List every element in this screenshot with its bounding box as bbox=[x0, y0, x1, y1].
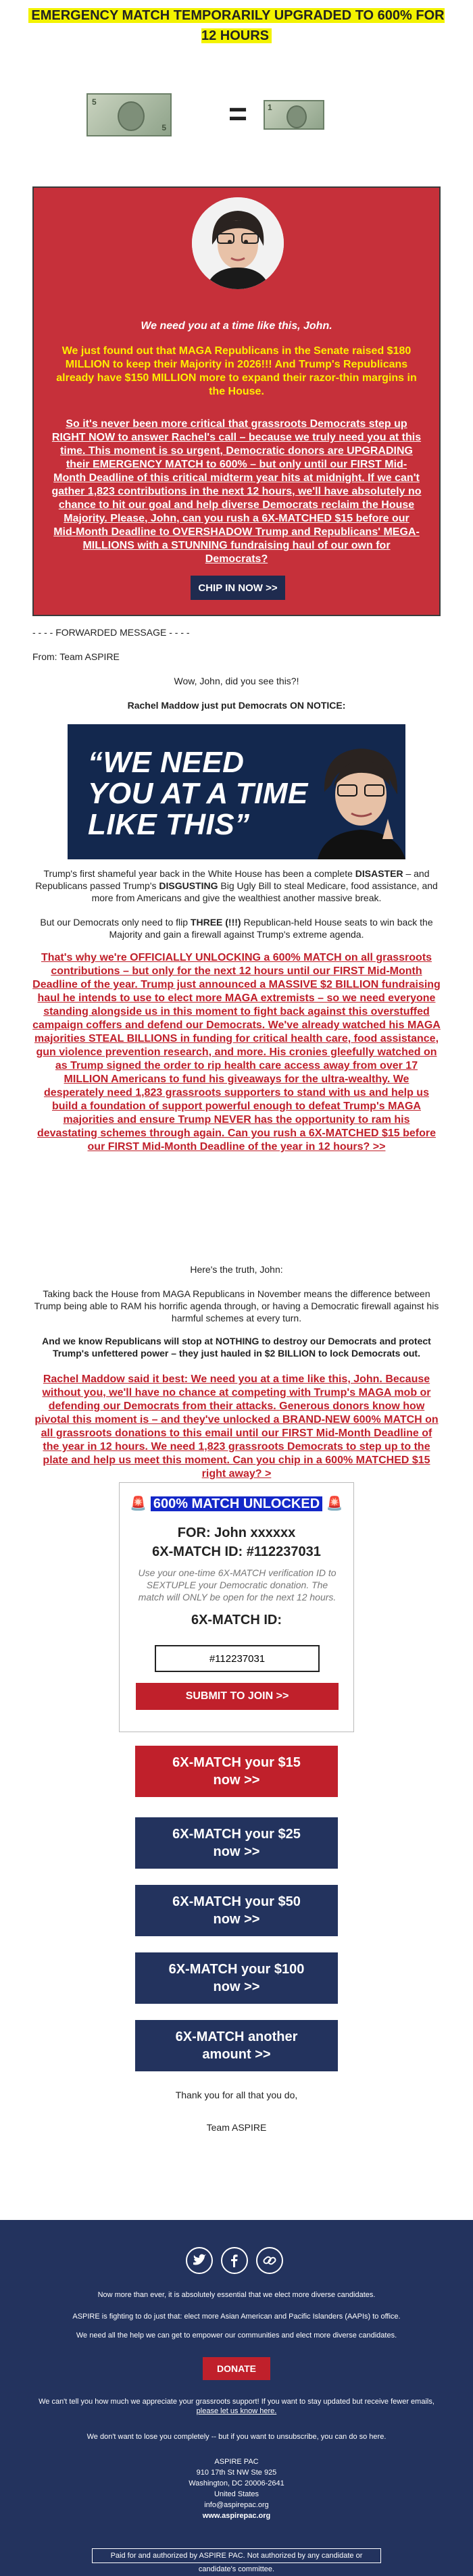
siren-icon: 🚨 bbox=[130, 1496, 147, 1511]
unsubscribe-line[interactable]: We don't want to lose you completely -- but if you want to unsubscribe, you can do so here. bbox=[86, 2433, 387, 2441]
equals-sign: = bbox=[228, 97, 248, 132]
submit-join-button[interactable]: SUBMIT TO JOIN >> bbox=[136, 1683, 339, 1710]
signoff: Team ASPIRE bbox=[206, 2122, 267, 2133]
wow-line: Wow, John, did you see this?! bbox=[174, 676, 299, 686]
rachel-said-link[interactable]: Rachel Maddow said it best: We need you at a time like this, John. Because without you, we'll have no chance at competing with Trump's MAGA mob or defending our Democrats from their attacks. Generous donors know how pivotal this moment is – and they've unlocked a BRAND-NEW 600% MATCH on all grassroots donations to this email until our FIRST Mid-Month Deadline of the year in 12 hours. We need 1,823 grassroots Democrats to step up to the plate and help us meet this moment. Can you chip in a 600% MATCHED $15 right away? > bbox=[34, 1373, 439, 1480]
match-15-button[interactable]: 6X-MATCH your $15 now >> bbox=[135, 1746, 338, 1797]
match-hint: Use your one-time 6X-MATCH verification ID to SEXTUPLE your Democratic donation. The match will ONLY be open for the next 12 hours. bbox=[138, 1567, 337, 1602]
maddow-banner-photo bbox=[318, 738, 405, 859]
match-100-button[interactable]: 6X-MATCH your $100 now >> bbox=[135, 1952, 338, 2004]
donate-button[interactable]: DONATE bbox=[203, 2357, 270, 2380]
link-icon[interactable] bbox=[256, 2247, 283, 2274]
flip-seats-paragraph: But our Democrats only need to flip THREE (!!!) Republican-held House seats to win back the Majority and gain a firewall against Trump's extreme agenda. bbox=[40, 917, 433, 940]
footer-line-1: Now more than ever, it is absolutely essential that we elect more diverse candidates. bbox=[97, 2291, 376, 2299]
match-unlock-link[interactable]: That's why we're OFFICIALLY UNLOCKING a 600% MATCH on all grassroots contributions – but only for the next 12 hours until our FIRST Mid-Month Deadline of the year. Trump just announced a MASSIVE $2 BILLION fundraising haul he intends to use to elect more MAGA extremists – so we need everyone standing alongside us in this moment to fight back against this overstuffed campaign coffers and defend our Democrats. We've already watched his MAGA majorities STEAL BILLIONS in funding for critical health care, food assistance, gun violence prevention research, and more. His cronies gleefully watched on as Trump signed the order to rip health care access away from over 17 MILLION Americans to fund his giveaways for the ultra-wealthy. We desperately need 1,823 grassroots supporters to stand with us and help us build a foundation of support powerful enough to defeat Trump's MAGA majorities and ensure Trump NEVER has the opportunity to ram his devastating schemes through again. Can you rush a 6X-MATCHED $15 before our FIRST Mid-Month Deadline of the year in 12 hours? >> bbox=[32, 952, 441, 1153]
chip-in-button[interactable]: CHIP IN NOW >> bbox=[191, 576, 285, 600]
money-comparison bbox=[86, 93, 387, 138]
banner-text: “WE NEED YOU AT A TIME LIKE THIS” bbox=[88, 746, 308, 841]
footer-line-2: ASPIRE is fighting to do just that: elect more Asian American and Pacific Islanders (AAPIs) to office. bbox=[72, 2313, 401, 2321]
match-25-button[interactable]: 6X-MATCH your $25 now >> bbox=[135, 1817, 338, 1869]
facebook-icon[interactable] bbox=[221, 2247, 248, 2274]
house-paragraph: Taking back the House from MAGA Republicans in November means the difference between Trump being able to RAM his horrific agenda through, or having a Democratic firewall against his harmful schemes at every turn. bbox=[34, 1288, 439, 1323]
footer-line-3: We need all the help we can get to empower our communities and elect more diverse candidates. bbox=[76, 2331, 397, 2340]
twitter-icon[interactable] bbox=[186, 2247, 213, 2274]
five-dollar-bill-icon: 5 5 bbox=[86, 93, 172, 136]
from-line: From: Team ASPIRE bbox=[32, 651, 120, 662]
disaster-paragraph: Trump's first shameful year back in the White House has been a complete DISASTER – and Republicans passed Trump's DISGUSTING Big Ugly Bill to steal Medicare, food assistance, and more from Americans and give the wealthiest another massive break. bbox=[35, 868, 438, 903]
website-link[interactable]: www.aspirepac.org bbox=[202, 2512, 271, 2520]
quote-banner[interactable] bbox=[68, 724, 405, 859]
forwarded-message: - - - - FORWARDED MESSAGE - - - - bbox=[32, 627, 190, 638]
match-unlocked-title: 🚨 600% MATCH UNLOCKED 🚨 bbox=[130, 1496, 343, 1511]
footer-line-4: We can't tell you how much we appreciate your grassroots support! If you want to stay updated but receive fewer emails, please let us know here. bbox=[39, 2398, 434, 2415]
one-dollar-bill-icon: 1 bbox=[264, 100, 324, 130]
republicans-paragraph: And we know Republicans will stop at NOTHING to destroy our Democrats and protect Trump's unfettered power – they just hauled in $2 BILLION to lock Democrats out. bbox=[42, 1336, 431, 1359]
headline: EMERGENCY MATCH TEMPORARILY UPGRADED TO 600% FOR 12 HOURS bbox=[27, 5, 446, 46]
match-id-input[interactable] bbox=[155, 1645, 320, 1672]
match-id-label: 6X-MATCH ID: bbox=[191, 1613, 282, 1627]
urgent-match-link[interactable]: So it's never been more critical that grassroots Democrats step up RIGHT NOW to answer Rachel's call – because we truly need you at this time. This moment is so urgent, Democratic donors are UPGRADING their EMERGENCY MATCH to 600% – but only until our FIRST Mid-Month Deadline of this critical midterm year hits at midnight. If we can't gather 1,823 contributions in the next 12 hours, we'll have absolutely no chance to hit our goal and help diverse Democrats reclaim the House Majority. Please, John, can you rush a 6X-MATCHED $15 before our Mid-Month Deadline to OVERSHADOW Trump and Republicans' MEGA-MILLIONS with a STUNNING fundraising haul of our own for Democrats? bbox=[51, 418, 422, 565]
paid-for-disclaimer: Paid for and authorized by ASPIRE PAC. Not authorized by any candidate or candidate's committee. bbox=[92, 2548, 381, 2563]
notice-line: Rachel Maddow just put Democrats ON NOTICE: bbox=[127, 700, 346, 711]
urgent-appeal-box bbox=[32, 186, 441, 616]
email-link[interactable]: info@aspirepac.org bbox=[204, 2501, 269, 2509]
thanks-line: Thank you for all that you do, bbox=[175, 2090, 298, 2100]
footer-address: ASPIRE PAC 910 17th St NW Ste 925 Washington, DC 20006-2641 United States info@aspirepac.org www.aspirepac.org bbox=[27, 2456, 446, 2521]
social-links bbox=[186, 2247, 287, 2277]
fewer-emails-link[interactable]: please let us know here. bbox=[196, 2407, 277, 2415]
match-other-amount-button[interactable]: 6X-MATCH another amount >> bbox=[135, 2020, 338, 2071]
rachel-maddow-photo bbox=[192, 197, 284, 289]
siren-icon: 🚨 bbox=[326, 1496, 343, 1511]
match-recipient: FOR: John xxxxxx 6X-MATCH ID: #112237031 bbox=[152, 1525, 321, 1559]
match-id-box bbox=[119, 1482, 354, 1732]
truth-line: Here's the truth, John: bbox=[190, 1264, 283, 1275]
rachel-quote: We need you at a time like this, John. bbox=[141, 320, 332, 332]
match-50-button[interactable]: 6X-MATCH your $50 now >> bbox=[135, 1885, 338, 1936]
footer bbox=[0, 2220, 473, 2576]
senate-fundraising-text: We just found out that MAGA Republicans in the Senate raised $180 MILLION to keep their Majority in 2026!!! And Trump's Republicans already have $150 MILLION more to expand their razor-thin margins in the House. bbox=[56, 345, 417, 397]
